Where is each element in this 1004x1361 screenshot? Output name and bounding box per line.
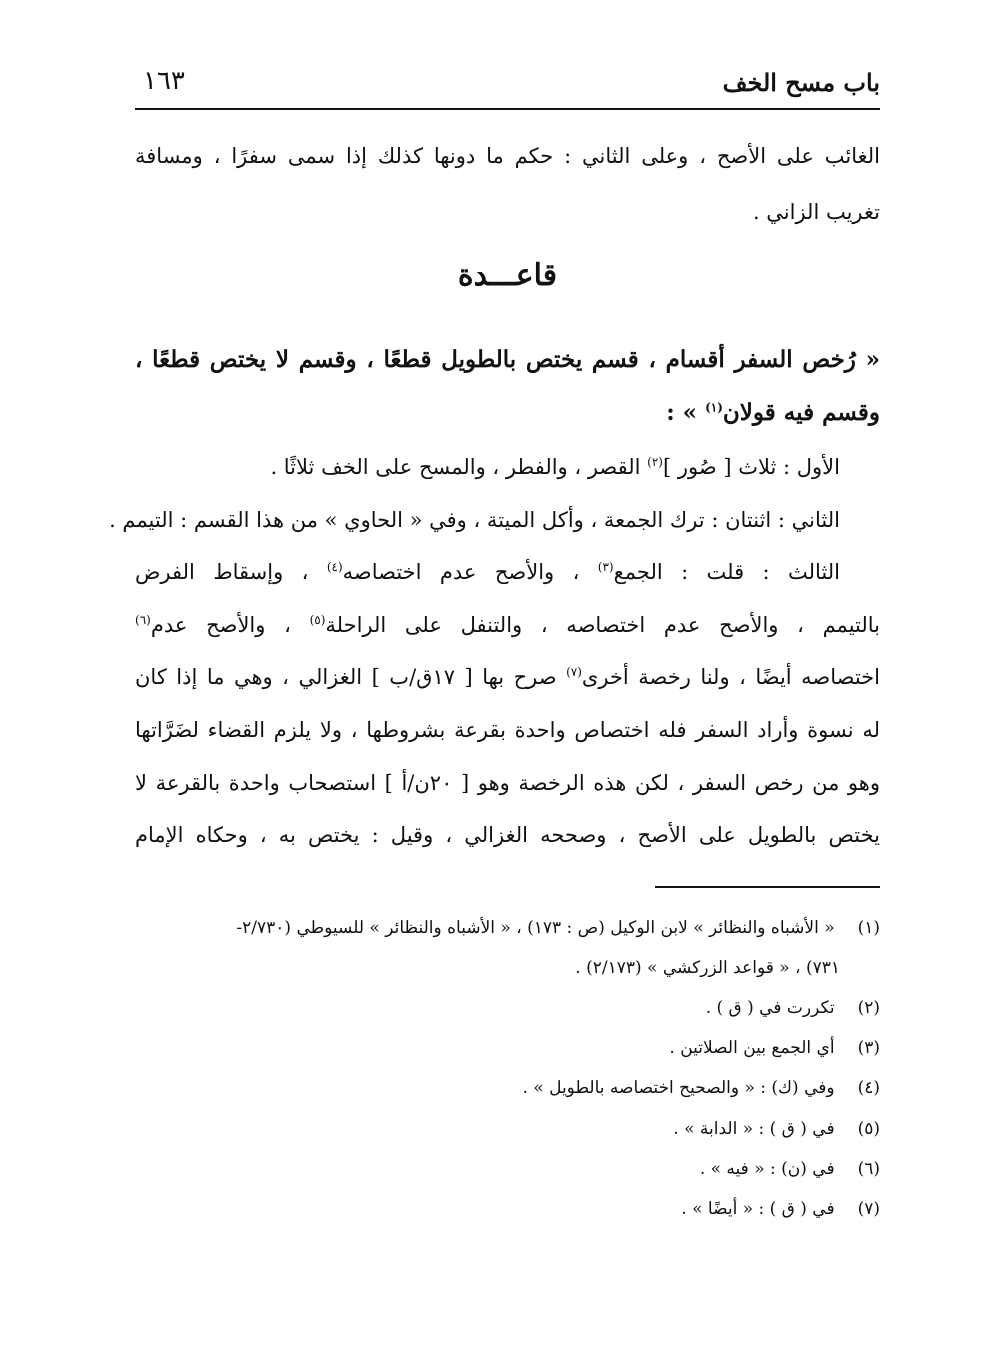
footnote-text: « الأشباه والنظائر » لابن الوكيل (ص : ١٧٣) ، « الأشباه والنظائر » للسيوطي (٢/٧٣٠- bbox=[236, 918, 835, 938]
section-heading: قاعـــدة bbox=[457, 258, 558, 293]
running-head: باب مسح الخف bbox=[722, 68, 880, 97]
body-line-4 bbox=[135, 605, 880, 645]
body-text: اختصاصه أيضًا ، ولنا رخصة أخرى bbox=[581, 665, 880, 689]
footnote-text: في ( ق ) : « أيضًا » . bbox=[681, 1199, 835, 1219]
footnote-7 bbox=[135, 1191, 880, 1227]
body-text: صرح بها [ ١٧ق/ب ] الغزالي ، وهي ما إذا كان bbox=[135, 665, 567, 689]
footnote-number: (٥) bbox=[857, 1119, 880, 1139]
body-line-5 bbox=[135, 657, 880, 697]
footnote-number: (٦) bbox=[857, 1159, 880, 1179]
footnote-ref-7: (٧) bbox=[566, 665, 582, 679]
intro-line-1: الغائب على الأصح ، وعلى الثاني : حكم ما دونها كذلك إذا سمى سفرًا ، ومسافة bbox=[135, 144, 880, 168]
footnote-1 bbox=[135, 910, 880, 946]
body-line-6: له نسوة وأراد السفر فله اختصاص واحدة بقرعة بشروطها ، ولا يلزم القضاء لضَرَّاتها bbox=[135, 718, 880, 742]
footnote-ref-1: (١) bbox=[705, 400, 723, 415]
rule-line-1: « رُخص السفر أقسام ، قسم يختص بالطويل قطعًا ، وقسم لا يختص قطعًا ، bbox=[135, 346, 880, 373]
footnote-ref-5: (٥) bbox=[309, 613, 326, 627]
rule-line-2 bbox=[135, 393, 880, 433]
body-line-8: يختص بالطويل على الأصح ، وصححه الغزالي ، وقيل : يختص به ، وحكاه الإمام bbox=[135, 823, 880, 847]
header-rule bbox=[135, 108, 880, 110]
body-line-7: وهو من رخص السفر ، لكن هذه الرخصة وهو [ ٢٠ن/أ ] استصحاب واحدة بالقرعة لا bbox=[135, 771, 881, 795]
footnote-number: (٤) bbox=[857, 1078, 880, 1098]
footnote-ref-2: (٢) bbox=[647, 455, 663, 469]
footnote-rule bbox=[655, 886, 880, 888]
intro-line-2: تغريب الزاني . bbox=[752, 200, 880, 224]
footnote-text: تكررت في ( ق ) . bbox=[705, 998, 835, 1018]
footnote-1-continued: ٧٣١) ، « قواعد الزركشي » (٢/١٧٣) . bbox=[575, 958, 840, 978]
footnote-text: وفي (ك) : « والصحيح اختصاصه بالطويل » . bbox=[522, 1078, 835, 1098]
footnote-number: (١) bbox=[857, 918, 880, 938]
footnote-ref-6: (٦) bbox=[135, 613, 151, 627]
body-line-2: الثاني : اثنتان : ترك الجمعة ، وأكل الميتة ، وفي « الحاوي » من هذا القسم : التيمم . bbox=[109, 508, 840, 532]
footnote-number: (٢) bbox=[857, 998, 880, 1018]
body-line-1 bbox=[135, 447, 880, 487]
body-text: ، والأصح عدم اختصاصه bbox=[342, 560, 598, 584]
body-text: بالتيمم ، والأصح عدم اختصاصه ، والتنفل على الراحلة bbox=[325, 613, 881, 637]
page-header bbox=[135, 60, 880, 112]
footnote-text: في (ن) : « فيه » . bbox=[699, 1159, 835, 1179]
body-text: القصر ، والفطر ، والمسح على الخف ثلاثًا . bbox=[270, 455, 648, 479]
footnote-ref-3: (٣) bbox=[597, 560, 614, 574]
rule-end: » : bbox=[666, 399, 706, 426]
body-text: ، والأصح عدم bbox=[150, 613, 310, 637]
footnote-number: (٣) bbox=[857, 1038, 880, 1058]
footnote-3 bbox=[135, 1030, 880, 1066]
page-number: ١٦٣ bbox=[143, 66, 185, 96]
body-text: الأول : ثلاث [ صُور ] bbox=[662, 455, 840, 479]
footnote-ref-4: (٤) bbox=[326, 560, 343, 574]
body-text: ، وإسقاط الفرض bbox=[135, 560, 327, 584]
footnote-5 bbox=[135, 1111, 880, 1147]
body-line-3 bbox=[135, 552, 880, 592]
footnote-6 bbox=[135, 1151, 880, 1187]
footnote-4 bbox=[135, 1070, 880, 1106]
footnote-2 bbox=[135, 990, 880, 1026]
body-text: الثالث : قلت : الجمع bbox=[613, 560, 841, 584]
footnote-text: في ( ق ) : « الدابة » . bbox=[673, 1119, 835, 1139]
rule-text: وقسم فيه قولان bbox=[722, 399, 880, 426]
footnote-text: أي الجمع بين الصلاتين . bbox=[669, 1038, 835, 1058]
footnote-number: (٧) bbox=[857, 1199, 880, 1219]
